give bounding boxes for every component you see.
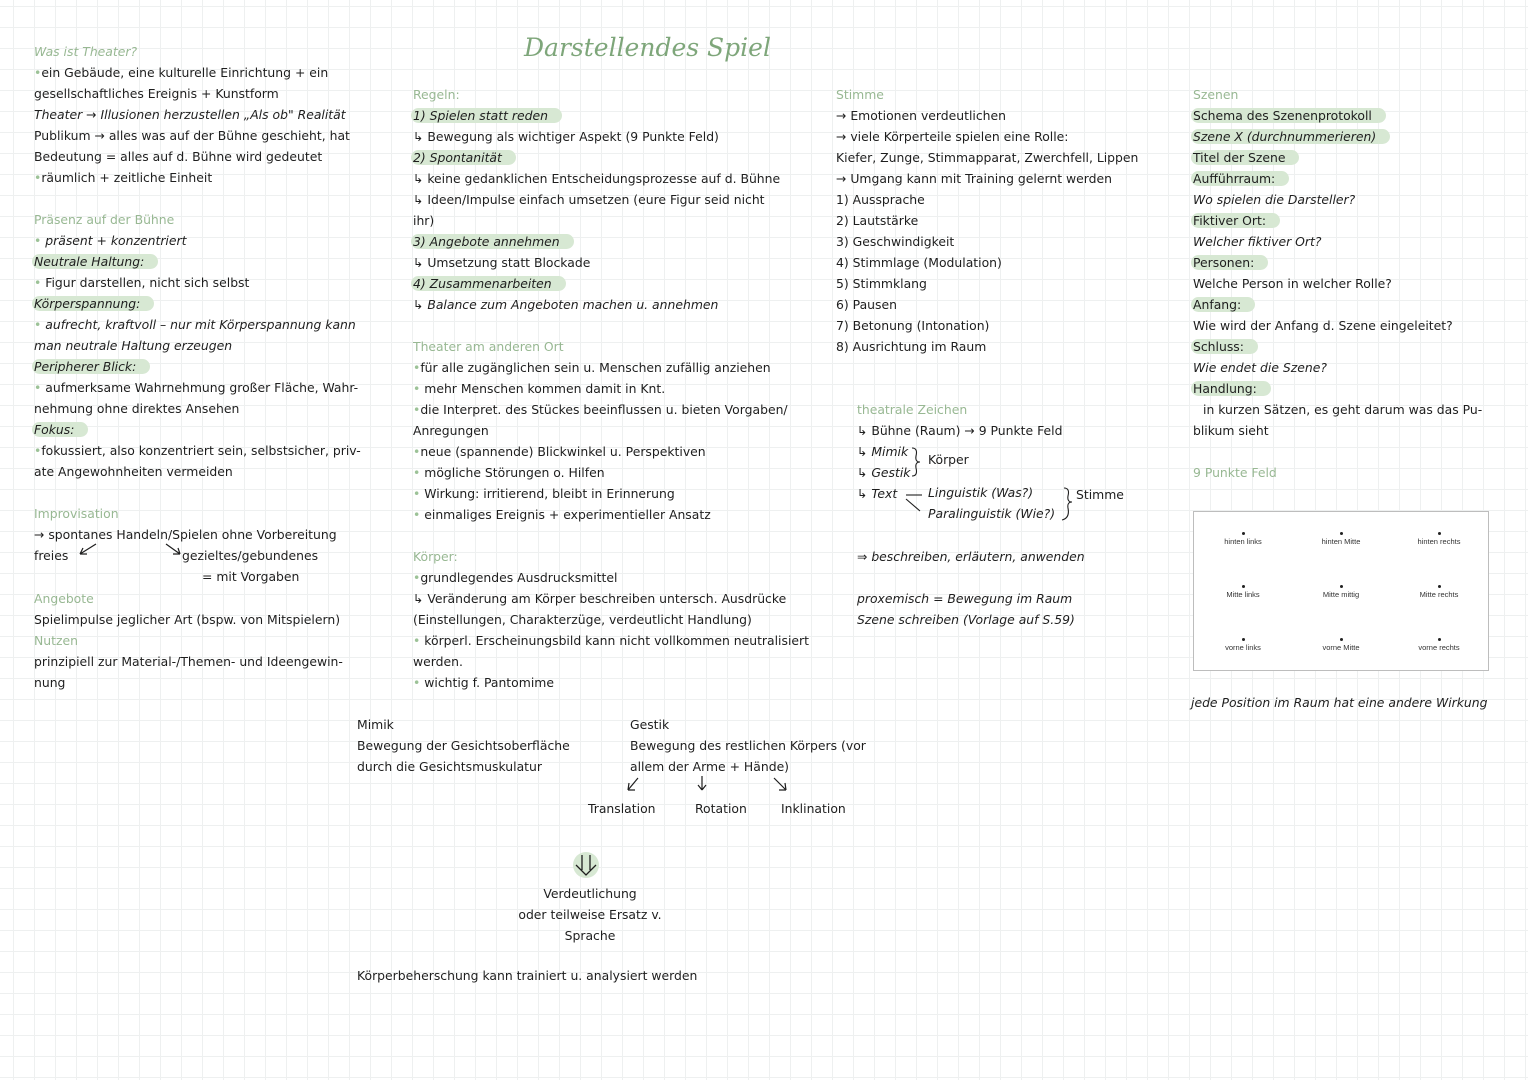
translation-label: Translation	[588, 801, 656, 816]
handlung-label: Handlung:	[1193, 378, 1482, 399]
personen-question: Welche Person in welcher Rolle?	[1193, 276, 1392, 291]
position-note: jede Position im Raum hat eine andere Wirkung	[1191, 695, 1488, 710]
fokus-label: Fokus:	[34, 419, 361, 440]
rule-2-sub: ↳ Ideen/Impulse einfach umsetzen (eure Figur seid nicht	[413, 192, 765, 207]
peripherer-label: Peripherer Blick:	[34, 356, 361, 377]
zeichen-result: ⇒ beschreiben, erläutern, anwenden	[857, 549, 1085, 564]
gestik-block	[630, 714, 866, 777]
stimme-heading: Stimme	[836, 87, 884, 102]
fiktiver-ort-question: Welcher fiktiver Ort?	[1193, 234, 1322, 249]
ort-line: • einmaliges Ereignis + experimentieller Ansatz	[413, 507, 711, 522]
rule-3-sub: ↳ Umsetzung statt Blockade	[413, 255, 591, 270]
gestik-arrows	[620, 772, 820, 802]
szene-schreiben-line: Szene schreiben (Vorlage auf S.59)	[857, 612, 1075, 627]
peripherer-line: • aufmerksame Wahrnehmung großer Fläche, Wahr-	[34, 380, 359, 395]
improvisation-arrows	[74, 540, 194, 560]
field-position: vorne Mitte	[1292, 638, 1390, 652]
mimik-block	[357, 714, 570, 777]
zeichen-stimme: Stimme	[1076, 487, 1124, 502]
theater-line: Theater → Illusionen herzustellen „Als ob" Realität	[34, 107, 346, 122]
zeichen-text: ↳ Text	[857, 486, 898, 501]
schluss-label: Schluss:	[1193, 336, 1482, 357]
stimme-line: 8) Ausrichtung im Raum	[836, 339, 987, 354]
ort-line: • mehr Menschen kommen damit in Knt.	[413, 381, 666, 396]
field-position: vorne rechts	[1390, 638, 1488, 652]
neutrale-line: • Figur darstellen, nicht sich selbst	[34, 275, 250, 290]
schema-label: Schema des Szenenprotokoll	[1193, 105, 1482, 126]
nine-point-field	[1193, 511, 1489, 671]
szene-x-label: Szene X (durchnummerieren)	[1193, 126, 1482, 147]
gezieltes-label: gezieltes/gebundenes	[182, 548, 319, 563]
verdeutlichung-line: Sprache	[564, 928, 616, 943]
field-position: Mitte links	[1194, 585, 1292, 599]
verdeutlichung-line: Verdeutlichung	[543, 886, 637, 901]
ort-line: •für alle zugänglichen sein u. Menschen zufällig anziehen	[413, 360, 771, 375]
zeichen-gestik: ↳ Gestik	[857, 465, 911, 480]
ort-line: •die Interpret. des Stückes beeinflussen u. bieten Vorgaben/	[413, 402, 788, 417]
ort-line: Anregungen	[413, 423, 489, 438]
stimme-line: → Emotionen verdeutlichen	[836, 108, 1007, 123]
koerperspannung-line: • aufrecht, kraftvoll – nur mit Körperspannung kann	[34, 317, 356, 332]
verdeutlichung-block	[490, 883, 690, 946]
fokus-line: ate Angewohnheiten vermeiden	[34, 464, 233, 479]
koerperspannung-label: Körperspannung:	[34, 293, 361, 314]
down-arrow-icon	[569, 850, 603, 880]
mimik-line: Bewegung der Gesichtsoberfläche	[357, 738, 570, 753]
koerper-line: (Einstellungen, Charakterzüge, verdeutlicht Handlung)	[413, 612, 752, 627]
zeichen-results	[857, 546, 1085, 630]
stimme-line: Kiefer, Zunge, Stimmapparat, Zwerchfell, Lippen	[836, 150, 1139, 165]
mimik-heading: Mimik	[357, 717, 394, 732]
gestik-heading: Gestik	[630, 717, 670, 732]
regeln-heading: Regeln:	[413, 87, 460, 102]
praesenz-line: • präsent + konzentriert	[34, 233, 187, 248]
anfang-label: Anfang:	[1193, 294, 1482, 315]
stimme-line: 5) Stimmklang	[836, 276, 927, 291]
stimme-line: 6) Pausen	[836, 297, 897, 312]
handlung-line: in kurzen Sätzen, es geht darum was das Pu-	[1203, 402, 1483, 417]
zeichen-brackets	[900, 444, 1100, 524]
freies-label: freies	[34, 548, 69, 563]
feld-heading: 9 Punkte Feld	[1193, 465, 1277, 480]
col3-section	[836, 84, 1138, 357]
rule-2-sub: ihr)	[413, 213, 435, 228]
neutrale-label: Neutrale Haltung:	[34, 251, 361, 272]
theater-line: •ein Gebäude, eine kulturelle Einrichtung + ein	[34, 65, 329, 80]
zeichen-linguistik: Linguistik (Was?)	[928, 485, 1034, 500]
stimme-line: 4) Stimmlage (Modulation)	[836, 255, 1002, 270]
gestik-line: Bewegung des restlichen Körpers (vor	[630, 738, 866, 753]
rule-2-sub: ↳ keine gedanklichen Entscheidungsprozesse auf d. Bühne	[413, 171, 781, 186]
personen-label: Personen:	[1193, 252, 1482, 273]
peripherer-line: nehmung ohne direktes Ansehen	[34, 401, 240, 416]
schluss-question: Wie endet die Szene?	[1193, 360, 1327, 375]
anfang-question: Wie wird der Anfang d. Szene eingeleitet?	[1193, 318, 1453, 333]
koerper-line: • körperl. Erscheinungsbild kann nicht vollkommen neutralisiert	[413, 633, 809, 648]
nutzen-line: nung	[34, 675, 66, 690]
field-position: vorne links	[1194, 638, 1292, 652]
rule-1: 1) Spielen statt reden	[413, 105, 809, 126]
stimme-line: 7) Betonung (Intonation)	[836, 318, 990, 333]
improvisation-line: → spontanes Handeln/Spielen ohne Vorbereitung	[34, 527, 337, 542]
szenen-heading: Szenen	[1193, 87, 1239, 102]
zeichen-buehne: ↳ Bühne (Raum) → 9 Punkte Feld	[857, 423, 1063, 438]
nutzen-heading: Nutzen	[34, 633, 78, 648]
stimme-line: → Umgang kann mit Training gelernt werden	[836, 171, 1112, 186]
rotation-label: Rotation	[695, 801, 747, 816]
stimme-line: 3) Geschwindigkeit	[836, 234, 955, 249]
zeichen-mimik: ↳ Mimik	[857, 444, 909, 459]
nutzen-line: prinzipiell zur Material-/Themen- und Ideengewin-	[34, 654, 343, 669]
theater-heading: Was ist Theater?	[34, 44, 138, 59]
col1-bottom-section	[34, 588, 343, 693]
improvisation-heading: Improvisation	[34, 506, 119, 521]
koerper-line: ↳ Veränderung am Körper beschreiben untersch. Ausdrücke	[413, 591, 787, 606]
koerper-heading: Körper:	[413, 549, 458, 564]
rule-1-sub: ↳ Bewegung als wichtiger Aspekt (9 Punkte Feld)	[413, 129, 719, 144]
ort-line: • Wirkung: irritierend, bleibt in Erinnerung	[413, 486, 675, 501]
titel-label: Titel der Szene	[1193, 147, 1482, 168]
field-position: hinten Mitte	[1292, 532, 1390, 546]
mimik-line: durch die Gesichtsmuskulatur	[357, 759, 542, 774]
zeichen-heading: theatrale Zeichen	[857, 402, 968, 417]
fiktiver-ort-label: Fiktiver Ort:	[1193, 210, 1482, 231]
rule-2: 2) Spontanität	[413, 147, 809, 168]
stimme-line: → viele Körperteile spielen eine Rolle:	[836, 129, 1069, 144]
col2-section	[413, 84, 809, 693]
auffuehrraum-label: Aufführraum:	[1193, 168, 1482, 189]
koerper-line: werden.	[413, 654, 463, 669]
auffuehrraum-question: Wo spielen die Darsteller?	[1193, 192, 1356, 207]
koerperbeherschung-line: Körperbeherschung kann trainiert u. analysiert werden	[357, 968, 698, 983]
zeichen-paralinguistik: Paralinguistik (Wie?)	[928, 506, 1056, 521]
rule-4-sub: ↳ Balance zum Angeboten machen u. annehmen	[413, 297, 719, 312]
theater-line: Publikum → alles was auf der Bühne geschieht, hat	[34, 128, 350, 143]
praesenz-heading: Präsenz auf der Bühne	[34, 212, 175, 227]
field-position: hinten links	[1194, 532, 1292, 546]
proxemisch-line: proxemisch = Bewegung im Raum	[857, 591, 1073, 606]
rule-3: 3) Angebote annehmen	[413, 231, 809, 252]
koerperspannung-line: man neutrale Haltung erzeugen	[34, 338, 233, 353]
angebote-heading: Angebote	[34, 591, 94, 606]
field-position: Mitte mittig	[1292, 585, 1390, 599]
col1-section	[34, 41, 361, 545]
page-title: Darstellendes Spiel	[524, 33, 771, 62]
fokus-line: •fokussiert, also konzentriert sein, selbstsicher, priv-	[34, 443, 361, 458]
verdeutlichung-line: oder teilweise Ersatz v.	[518, 907, 662, 922]
ort-line: •neue (spannende) Blickwinkel u. Perspektiven	[413, 444, 706, 459]
theater-line: gesellschaftliches Ereignis + Kunstform	[34, 86, 279, 101]
stimme-line: 2) Lautstärke	[836, 213, 919, 228]
field-position: Mitte rechts	[1390, 585, 1488, 599]
theater-line: Bedeutung = alles auf d. Bühne wird gedeutet	[34, 149, 323, 164]
rule-4: 4) Zusammenarbeiten	[413, 273, 809, 294]
ort-heading: Theater am anderen Ort	[413, 339, 564, 354]
handlung-line: blikum sieht	[1193, 423, 1269, 438]
col4-section	[1193, 84, 1482, 483]
angebote-line: Spielimpulse jeglicher Art (bspw. von Mitspielern)	[34, 612, 341, 627]
inklination-label: Inklination	[781, 801, 846, 816]
stimme-line: 1) Aussprache	[836, 192, 925, 207]
ort-line: • mögliche Störungen o. Hilfen	[413, 465, 605, 480]
field-position: hinten rechts	[1390, 532, 1488, 546]
zeichen-koerper: Körper	[928, 452, 969, 467]
gestik-line: allem der Arme + Hände)	[630, 759, 790, 774]
koerper-line: • wichtig f. Pantomime	[413, 675, 554, 690]
mit-vorgaben-label: = mit Vorgaben	[202, 569, 300, 584]
theater-line: •räumlich + zeitliche Einheit	[34, 170, 213, 185]
koerper-line: •grundlegendes Ausdrucksmittel	[413, 570, 618, 585]
